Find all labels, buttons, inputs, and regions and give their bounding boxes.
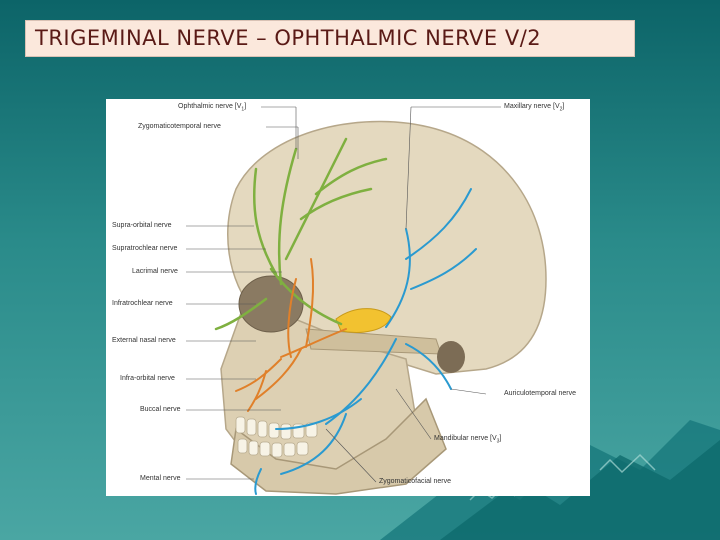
external-acoustic-meatus [437, 341, 465, 373]
label-infratrochlear-nerve: Infratrochlear nerve [112, 300, 173, 307]
label-infraorbital-nerve: Infra-orbital nerve [120, 375, 175, 382]
label-external-nasal-nerve: External nasal nerve [112, 337, 176, 344]
label-mandibular-nerve: Mandibular nerve $[V_3]$ [434, 435, 502, 445]
label-zygomaticotemporal-nerve: Zygomaticotemporal nerve [138, 123, 221, 130]
label-supratrochlear-nerve: Supratrochlear nerve [112, 245, 178, 252]
anatomy-figure [106, 99, 590, 496]
label-zygomaticofacial-nerve: Zygomaticofacial nerve [379, 478, 451, 485]
label-auriculotemporal-nerve: Auriculotemporal nerve [504, 390, 576, 397]
label-maxillary-nerve: Maxillary nerve $[V_2]$ [504, 103, 565, 113]
label-buccal-nerve: Buccal nerve [140, 406, 181, 413]
label-ophthalmic-nerve: Ophthalmic nerve $[V_1]$ [178, 103, 247, 113]
label-supraorbital-nerve: Supra-orbital nerve [112, 222, 172, 229]
label-mental-nerve: Mental nerve [140, 475, 181, 482]
title-box [25, 20, 635, 57]
skull-illustration [106, 99, 590, 496]
slide-title: TRIGEMINAL NERVE – OPHTHALMIC NERVE V/2 [35, 26, 542, 50]
label-lacrimal-nerve: Lacrimal nerve [132, 268, 178, 275]
